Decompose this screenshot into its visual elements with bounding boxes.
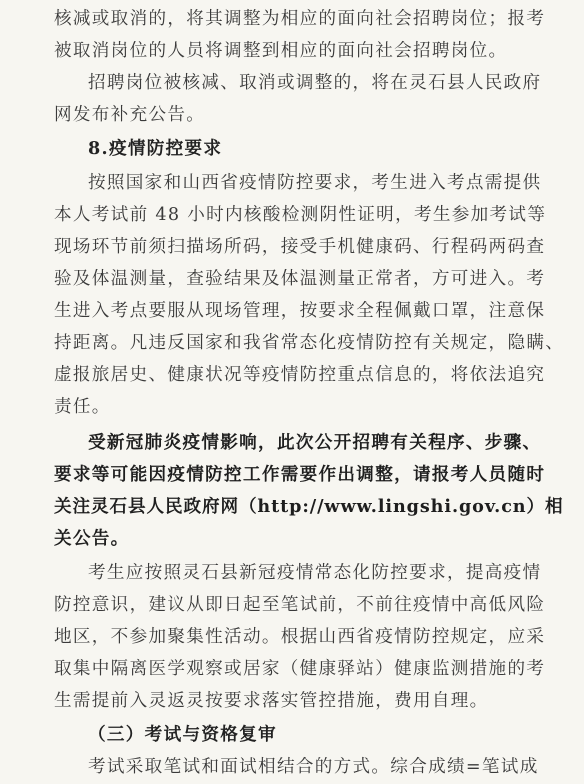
text-line-10: 生进入考点要服从现场管理，按要求全程佩戴口罩，注意保 xyxy=(54,301,546,321)
bold-notice-line-3-url: 关注灵石县人民政府网（http://www.lingshi.gov.cn）相 xyxy=(54,496,564,517)
text-line-8: 现场环节前须扫描场所码，接受手机健康码、行程码两码查 xyxy=(54,237,546,257)
text-line-13: 责任。 xyxy=(54,397,111,417)
text-line-3: 招聘岗位被核减、取消或调整的，将在灵石县人民政府 xyxy=(88,73,542,93)
text-line-11: 持距离。凡违反国家和我省常态化疫情防控有关规定，隐瞒、 xyxy=(54,333,565,353)
text-line-20: 地区，不参加聚集性活动。根据山西省疫情防控规定，应采 xyxy=(54,627,546,647)
text-line-19: 防控意识，建议从即日起至笔试前，不前往疫情中高低风险 xyxy=(54,595,546,615)
text-line-24: 考试采取笔试和面试相结合的方式。综合成绩=笔试成 xyxy=(88,757,539,777)
bold-notice-line-2: 要求等可能因疫情防控工作需要作出调整，请报考人员随时 xyxy=(54,464,546,485)
section-heading-epidemic: 8.疫情防控要求 xyxy=(88,138,223,159)
text-line-18: 考生应按照灵石县新冠疫情常态化防控要求，提高疫情 xyxy=(88,563,542,583)
text-line-6: 按照国家和山西省疫情防控要求，考生进入考点需提供 xyxy=(88,173,542,193)
text-line-21: 取集中隔离医学观察或居家（健康驿站）健康监测措施的考 xyxy=(54,659,546,679)
text-line-22: 生需提前入灵返灵按要求落实管控措施，费用自理。 xyxy=(54,691,489,711)
text-line-9: 验及体温测量，查验结果及体温测量正常者，方可进入。考 xyxy=(54,269,546,289)
text-line-12: 虚报旅居史、健康状况等疫情防控重点信息的，将依法追究 xyxy=(54,365,546,385)
text-line-1: 核减或取消的，将其调整为相应的面向社会招聘岗位；报考 xyxy=(54,9,546,29)
section-heading-exam: （三）考试与资格复审 xyxy=(88,724,277,745)
text-line-7: 本人考试前 48 小时内核酸检测阴性证明，考生参加考试等 xyxy=(54,205,547,225)
bold-notice-line-1: 受新冠肺炎疫情影响，此次公开招聘有关程序、步骤、 xyxy=(88,432,542,453)
text-line-2: 被取消岗位的人员将调整到相应的面向社会招聘岗位。 xyxy=(54,41,508,61)
text-line-4: 网发布补充公告。 xyxy=(54,105,206,125)
bold-notice-line-4: 关公告。 xyxy=(54,528,130,549)
